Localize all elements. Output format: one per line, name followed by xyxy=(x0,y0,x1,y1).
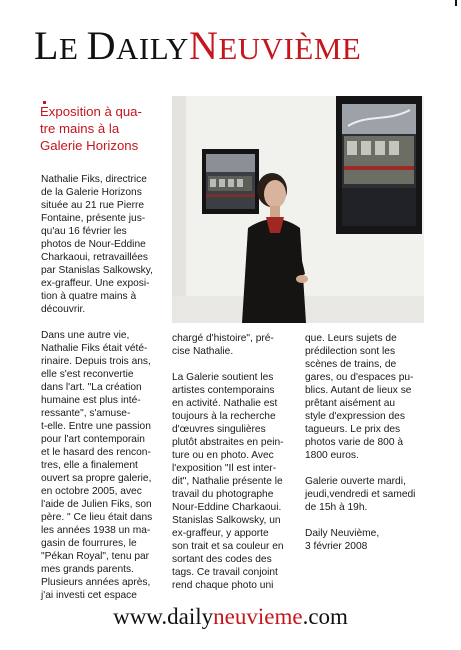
text-line: photos de Nour-Eddine xyxy=(41,239,146,250)
text-line: par Stanislas Salkowsky, xyxy=(41,265,153,276)
text-line: de la Galerie Horizons xyxy=(41,187,142,198)
text-line: Charkaoui, retravaillées xyxy=(41,252,149,263)
footer-website-url xyxy=(0,600,461,634)
text-line: toujours à la recherche xyxy=(172,411,276,422)
text-line: cise Nathalie. xyxy=(172,346,234,357)
text-line: dans l'art. "La création xyxy=(41,382,142,393)
text-line: La Galerie soutient les xyxy=(172,372,274,383)
paragraph-gap xyxy=(305,514,423,527)
text-line: tags. Ce travail conjoint xyxy=(172,567,278,578)
text-line: Daily Neuvième, xyxy=(305,528,380,539)
text-line: travail du photographe xyxy=(172,489,274,500)
text-line: père. " Ce lieu était dans xyxy=(41,512,153,523)
text-line: rinaire. Depuis trois ans, xyxy=(41,356,151,367)
masthead-letters: E xyxy=(58,31,87,66)
article-headline xyxy=(40,103,165,154)
text-line: humaine est plus inté- xyxy=(41,395,141,406)
text-line: ouvert sa propre galerie, xyxy=(41,473,152,484)
text-line: sortant des codes des xyxy=(172,554,272,565)
text-line: qu'au 16 février les xyxy=(41,226,127,237)
url-prefix: www.daily xyxy=(113,604,214,629)
text-line: en octobre 2005, avec xyxy=(41,486,142,497)
text-line: ressante", s'amuse- xyxy=(41,408,131,419)
text-line: blics. Autant de lieux se xyxy=(305,385,412,396)
scan-edge-mark xyxy=(455,0,457,6)
paragraph-gap xyxy=(305,462,423,475)
text-line: Plusieurs années après, xyxy=(41,577,151,588)
text-line: dit", Nathalie présente le xyxy=(172,476,283,487)
article-photo xyxy=(172,96,424,323)
framed-photo-right xyxy=(336,96,422,234)
text-line: 1800 euros. xyxy=(305,450,359,461)
article-column-1 xyxy=(41,173,166,602)
masthead-letters: EUVIÈME xyxy=(218,31,362,66)
text-line: 3 février 2008 xyxy=(305,541,368,552)
text-line: située au 21 rue Pierre xyxy=(41,200,145,211)
text-line: l'aide de Julien Fiks, son xyxy=(41,499,152,510)
text-line: prêtant aisément au xyxy=(305,398,396,409)
url-suffix: .com xyxy=(302,604,348,629)
text-line: tres, elle a finalement xyxy=(41,460,138,471)
framed-photo-left xyxy=(202,149,259,214)
text-line: style d'expression des xyxy=(305,411,405,422)
text-line: tagueurs. Le prix des xyxy=(305,424,401,435)
text-line: mes grands parents. xyxy=(41,564,134,575)
text-line: d'œuvres singulières xyxy=(172,424,266,435)
masthead-letter: L xyxy=(34,23,59,68)
text-line: pour l'art contemporain xyxy=(41,434,145,445)
text-line: Nathalie Fiks, directrice xyxy=(41,174,147,185)
article-column-3 xyxy=(305,332,423,553)
text-line: Nour-Eddine Charkaoui. xyxy=(172,502,282,513)
text-line: découvrir. xyxy=(41,304,86,315)
text-line: gares, ou d'espaces pu- xyxy=(305,372,414,383)
text-line: ture ou en photo. Avec xyxy=(172,450,274,461)
headline-line: Exposition à qua- xyxy=(40,104,142,119)
text-line: photos varie de 800 à xyxy=(305,437,403,448)
text-line: chargé d'histoire", pré- xyxy=(172,333,274,344)
text-line: ex-graffeur, y apporte xyxy=(172,528,269,539)
text-line: et le hasard des rencon- xyxy=(41,447,151,458)
text-line: les années 1938 un ma- xyxy=(41,525,151,536)
text-line: rend chaque photo uni xyxy=(172,580,274,591)
text-line: son trait et sa couleur en xyxy=(172,541,284,552)
masthead-letter: N xyxy=(188,23,219,68)
text-line: Galerie ouverte mardi, xyxy=(305,476,406,487)
text-line: de 15h à 19h. xyxy=(305,502,368,513)
text-line: ex-graffeur. Une exposi- xyxy=(41,278,150,289)
paragraph-gap xyxy=(172,358,296,371)
url-brand: neuvieme xyxy=(213,604,303,629)
text-line: plutôt abstraites en pein- xyxy=(172,437,284,448)
text-line: l'exposition "Il est inter- xyxy=(172,463,277,474)
text-line: que. Leurs sujets de xyxy=(305,333,397,344)
masthead xyxy=(34,18,434,74)
text-line: Fontaine, présente jus- xyxy=(41,213,146,224)
paragraph-gap xyxy=(41,316,166,329)
text-line: scènes de trains, de xyxy=(305,359,397,370)
text-line: tion à quatre mains à xyxy=(41,291,137,302)
masthead-letters: AILY xyxy=(116,31,189,66)
text-line: prédilection sont les xyxy=(305,346,396,357)
text-line: elle s'est reconvertie xyxy=(41,369,134,380)
text-line: "Pékan Royal", tenu par xyxy=(41,551,150,562)
text-line: Nathalie Fiks était vété- xyxy=(41,343,148,354)
text-line: Dans une autre vie, xyxy=(41,330,130,341)
text-line: artistes contemporains xyxy=(172,385,275,396)
text-line: en activité. Nathalie est xyxy=(172,398,278,409)
text-line: jeudi,vendredi et samedi xyxy=(305,489,416,500)
headline-line: Galerie Horizons xyxy=(40,138,139,153)
headline-line: tre mains à la xyxy=(40,121,120,136)
text-line: j'ai investi cet espace xyxy=(41,590,137,601)
text-line: gasin de fourrures, le xyxy=(41,538,137,549)
text-line: t-elle. Entre une passion xyxy=(41,421,151,432)
text-line: Stanislas Salkowsky, un xyxy=(172,515,281,526)
masthead-letter: D xyxy=(86,23,117,68)
gallery-photo-illustration xyxy=(172,96,424,323)
article-column-2 xyxy=(172,332,296,592)
